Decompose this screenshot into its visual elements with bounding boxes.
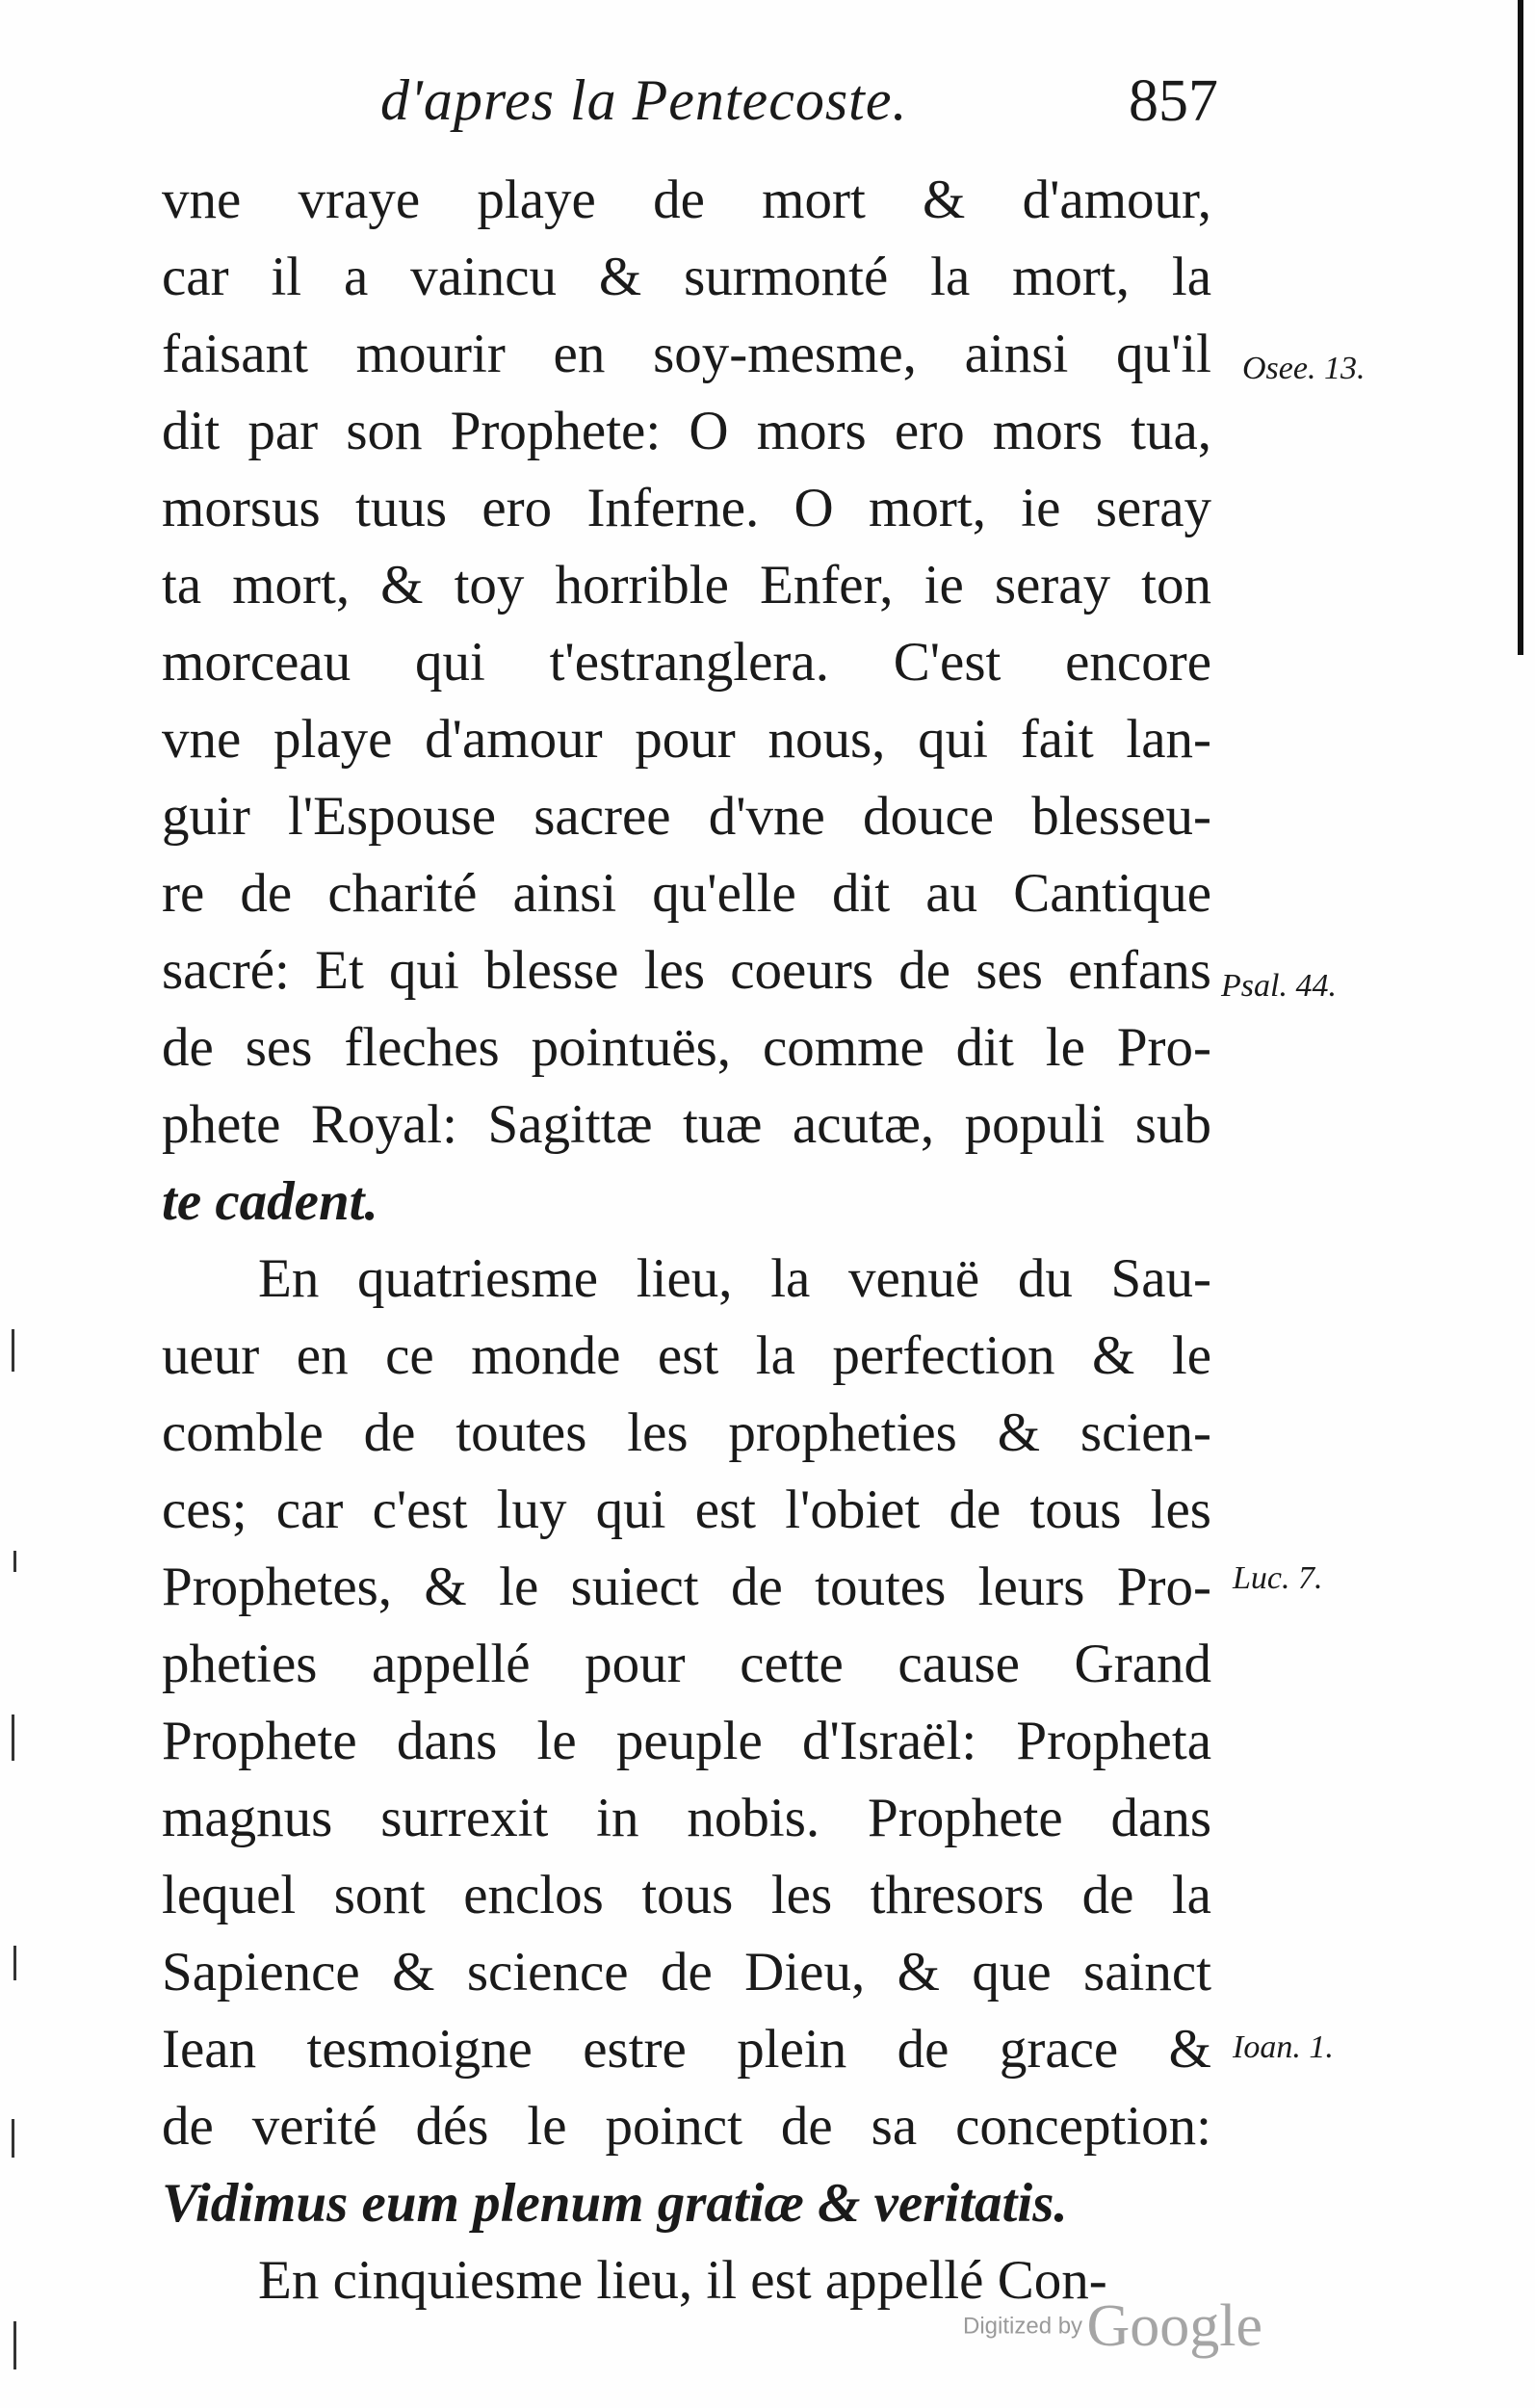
page-header: [380, 67, 1218, 154]
watermark-brand: Google: [1086, 2293, 1263, 2359]
text-line: guir l'Espouse sacree d'vne douce blesseu-: [162, 786, 1211, 847]
scan-edge-border: [1518, 0, 1523, 655]
digitized-watermark: [963, 2292, 1262, 2361]
text-line: vne vraye playe de mort & d'amour,: [162, 170, 1211, 230]
text-line: Prophete dans le peuple d'Israël: Propheta: [162, 1711, 1211, 1771]
margin-note-psal: Psal. 44.: [1221, 968, 1337, 1004]
text-line: lequel sont enclos tous les thresors de la: [162, 1865, 1211, 1925]
text-line: sacré: Et qui blesse les coeurs de ses enfans: [162, 940, 1211, 1001]
text-line: Vidimus eum plenum gratiæ & veritatis.: [162, 2173, 1068, 2234]
text-line: de verité dés le poinct de sa conception:: [162, 2096, 1211, 2157]
text-line: comble de toutes les propheties & scien-: [162, 1402, 1211, 1463]
text-line: Iean tesmoigne estre plein de grace &: [162, 2019, 1211, 2080]
text-line: pheties appellé pour cette cause Grand: [162, 1634, 1211, 1694]
watermark-prefix: Digitized by: [963, 2313, 1083, 2340]
text-line: phete Royal: Sagittæ tuæ acutæ, populi sub: [162, 1094, 1211, 1155]
text-line: dit par son Prophete: O mors ero mors tua,: [162, 401, 1211, 461]
text-line: vne playe d'amour pour nous, qui fait lan-: [162, 709, 1211, 770]
text-line: Sapience & science de Dieu, & que sainct: [162, 1942, 1211, 2002]
text-line: morceau qui t'estranglera. C'est encore: [162, 632, 1211, 693]
text-line: car il a vaincu & surmonté la mort, la: [162, 247, 1211, 307]
text-line: En cinquiesme lieu, il est appellé Con-: [258, 2250, 1107, 2311]
text-line: morsus tuus ero Inferne. O mort, ie seray: [162, 478, 1211, 538]
text-line: te cadent.: [162, 1171, 378, 1232]
text-line: re de charité ainsi qu'elle dit au Cantique: [162, 863, 1211, 924]
page-number: 857: [1129, 68, 1218, 134]
text-line: Prophetes, & le suiect de toutes leurs Pro-: [162, 1557, 1211, 1617]
scan-left-margin-marks: [0, 1329, 39, 2408]
text-line: de ses fleches pointuës, comme dit le Pro-: [162, 1017, 1211, 1078]
text-line: ces; car c'est luy qui est l'obiet de tous les: [162, 1479, 1211, 1540]
running-head: d'apres la Pentecoste.: [380, 68, 908, 132]
text-line: ueur en ce monde est la perfection & le: [162, 1325, 1211, 1386]
body-text: [162, 162, 1211, 2319]
text-line: faisant mourir en soy-mesme, ainsi qu'il: [162, 324, 1211, 384]
margin-note-ioan: Ioan. 1.: [1233, 2029, 1334, 2065]
text-line: magnus surrexit in nobis. Prophete dans: [162, 1788, 1211, 1848]
margin-note-osee: Osee. 13.: [1242, 351, 1366, 386]
text-line: ta mort, & toy horrible Enfer, ie seray ton: [162, 555, 1211, 615]
text-line: En quatriesme lieu, la venuë du Sau-: [258, 1248, 1211, 1309]
margin-note-luc: Luc. 7.: [1233, 1560, 1323, 1596]
